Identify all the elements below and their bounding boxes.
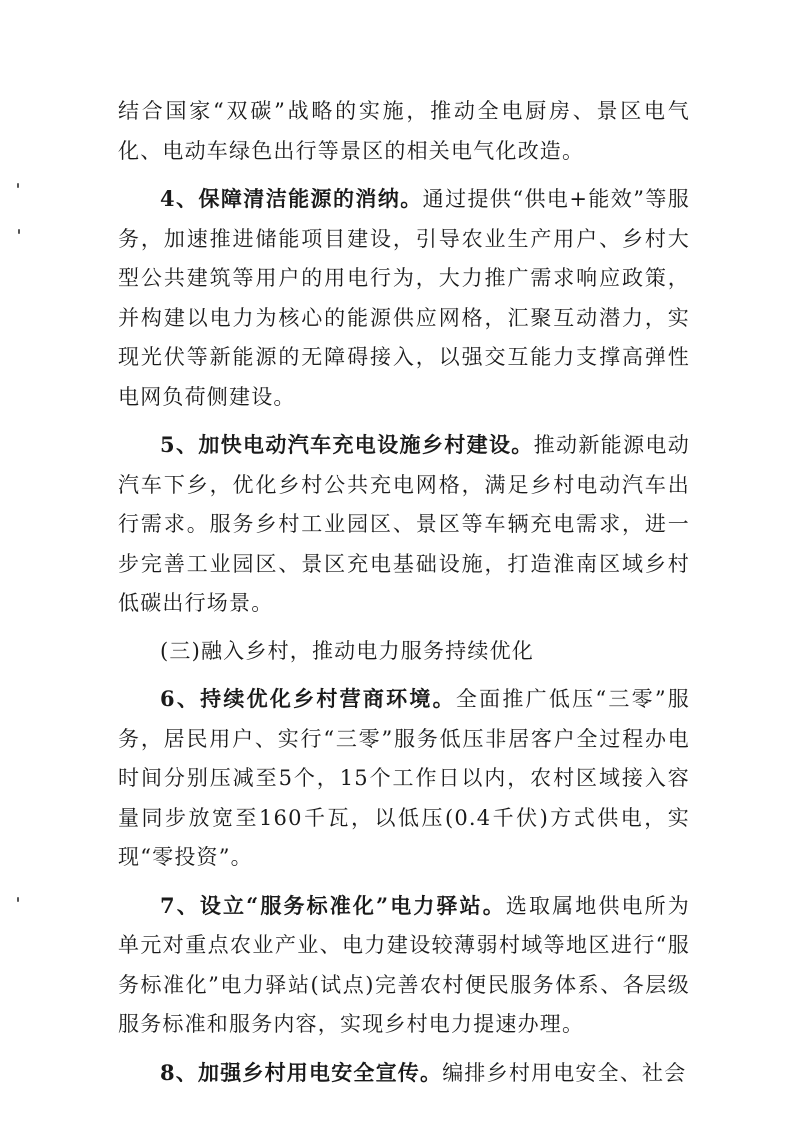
paragraph-intro: 结合国家“双碳”战略的实施，推动全电厨房、景区电气化、电动车绿色出行等景区的相关电气化改造。 bbox=[118, 99, 690, 163]
section-heading-3: (三)融入乡村，推动电力服务持续优化 bbox=[160, 638, 534, 663]
item-6-body: 全面推广低压“三零”服务，居民用户、实行“三零”服务低压非居客户全过程办电时间分别压减至5个，15个工作日以内，农村区域接入容量同步放宽至160千瓦，以低压(0.4千伏)方式供电，实现“零投资”。 bbox=[118, 687, 690, 869]
document-body bbox=[118, 92, 690, 1093]
item-5-body: 推动新能源电动汽车下乡，优化乡村公共充电网格，满足乡村电动汽车出行需求。服务乡村工业园区、景区等车辆充电需求，进一步完善工业园区、景区充电基础设施，打造淮南区域乡村低碳出行场景。 bbox=[118, 433, 690, 615]
scan-mark bbox=[17, 183, 19, 188]
paragraph-item-5 bbox=[118, 425, 690, 624]
item-7-body: 选取属地供电所为单元对重点农业产业、电力建设较薄弱村域等地区进行“服务标准化”电力驿站(试点)完善农村便民服务体系、各层级服务标准和服务内容，实现乡村电力提速办理。 bbox=[118, 893, 690, 1036]
paragraph-item-6 bbox=[118, 679, 690, 878]
item-7-heading: 7、设立“服务标准化”电力驿站。 bbox=[160, 892, 506, 918]
item-8-body: 编排乡村用电安全、社会 bbox=[442, 1060, 687, 1085]
paragraph-item-7 bbox=[118, 886, 690, 1045]
scan-mark bbox=[17, 897, 19, 902]
item-5-heading: 5、加快电动汽车充电设施乡村建设。 bbox=[160, 432, 534, 457]
paragraph-item-8 bbox=[118, 1053, 690, 1094]
item-8-heading: 8、加强乡村用电安全宣传。 bbox=[160, 1059, 443, 1085]
paragraph-item-4 bbox=[118, 179, 690, 417]
item-4-heading: 4、保障清洁能源的消纳。 bbox=[160, 186, 423, 211]
scan-mark bbox=[18, 229, 20, 234]
item-4-body: 通过提供“供电+能效”等服务，加速推进储能项目建设，引导农业生产用户、乡村大型公共建筑等用户的用电行为，大力推广需求响应政策，并构建以电力为核心的能源供应网格，汇聚互动潜力，实现光伏等新能源的无障碍接入，以强交互能力支撑高弹性电网负荷侧建设。 bbox=[118, 187, 690, 409]
item-6-heading: 6、持续优化乡村营商环境。 bbox=[160, 686, 456, 711]
